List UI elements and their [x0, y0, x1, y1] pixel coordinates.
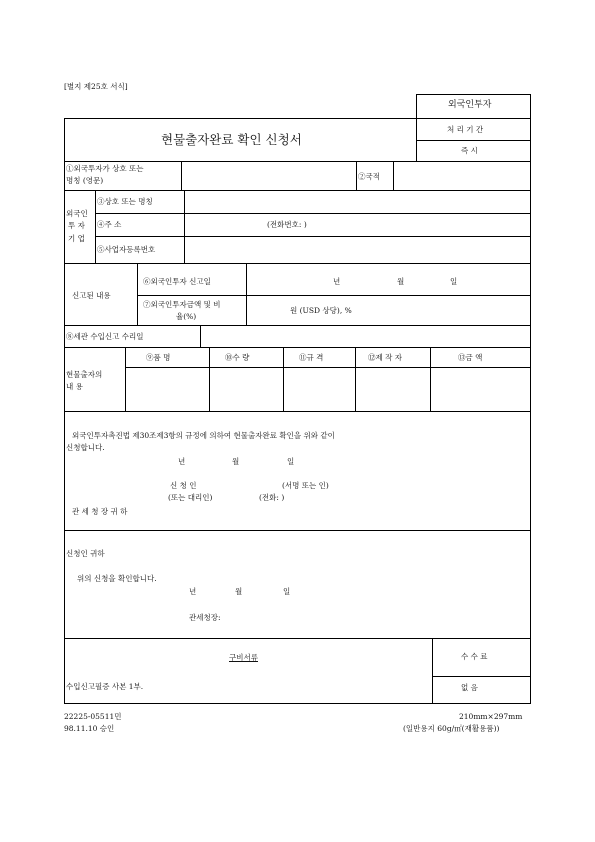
business-reg-label: ⑤사업자등록번호	[97, 245, 156, 254]
customs-recipient: 관 세 청 장 귀 하	[72, 507, 128, 516]
report-date-label: ⑥외국인투자 신고일	[143, 277, 211, 286]
company-group-label: 외국인	[66, 209, 88, 218]
department-box: 외국인투자	[448, 100, 492, 110]
paper-size: 210mm×297mm	[459, 712, 523, 721]
report-group-label: 신고된 내용	[72, 291, 111, 300]
company-group-label-3: 기 업	[68, 234, 85, 243]
header-quantity: ⑩수 량	[225, 353, 250, 362]
paper-type: (일반용지 60g/㎡(재활용품))	[403, 724, 500, 733]
fee-label: 수 수 료	[461, 652, 488, 661]
applicant-label: 신 청 인	[170, 481, 197, 490]
form-number: [별지 제25호 서식]	[64, 82, 128, 91]
report-day: 일	[450, 277, 458, 286]
company-group-label-2: 투 자	[68, 221, 85, 230]
investor-name-label: ①외국투자가 상호 또는	[66, 164, 144, 173]
investor-name-label-2: 명칭 (영문)	[66, 176, 104, 185]
customs-chief: 관세청장:	[189, 613, 221, 622]
report-month: 월	[397, 277, 405, 286]
nationality-label: ②국적	[358, 172, 380, 181]
investment-amount-value: 원 (USD 상당), %	[290, 306, 352, 315]
footer-code: 22225-05511민	[64, 712, 122, 721]
processing-period-label: 처 리 기 간	[447, 125, 484, 134]
phone-label: (전화번호: )	[267, 220, 307, 229]
company-name-label: ③상호 또는 명칭	[97, 197, 153, 206]
footer-approval: 98.11.10 승인	[64, 724, 115, 733]
fee-value: 없 음	[461, 683, 478, 692]
address-label: ④주 소	[97, 220, 122, 229]
investment-amount-label: ⑦외국인투자금액 및 비	[143, 300, 221, 309]
investment-amount-label-2: 율(%)	[176, 312, 197, 321]
required-docs-item: 수입신고필증 사본 1부.	[66, 682, 144, 691]
inkind-group-label-2: 내 용	[66, 382, 83, 391]
report-year: 년	[333, 277, 341, 286]
header-amount: ⑬금 액	[458, 353, 483, 362]
confirm-year: 년	[189, 587, 197, 596]
application-text: 외국인투자촉진법 제30조제3항의 규정에 의하여 현물출자완료 확인을 위와 같이	[72, 431, 335, 440]
confirm-text: 위의 신청을 확인합니다.	[77, 574, 157, 583]
signature-label: (서명 또는 인)	[282, 481, 329, 490]
agent-phone: (전화: )	[259, 493, 285, 502]
confirm-day: 일	[283, 587, 291, 596]
date-month: 월	[232, 457, 240, 466]
header-manufacturer: ⑫제 작 자	[368, 353, 403, 362]
inkind-group-label: 현물출자의	[66, 370, 103, 379]
date-day: 일	[287, 457, 295, 466]
date-year: 년	[178, 457, 186, 466]
agent-label: (또는 대리인)	[168, 493, 213, 502]
customs-date-label: ⑧세관 수입신고 수리일	[66, 332, 144, 341]
required-docs-title: 구비서류	[229, 653, 258, 662]
header-specification: ⑪규 격	[299, 353, 324, 362]
confirm-month: 월	[235, 587, 243, 596]
application-text-2: 신청합니다.	[66, 443, 105, 452]
processing-period-value: 즉 시	[461, 146, 478, 155]
header-item-name: ⑨품 명	[146, 353, 171, 362]
to-applicant: 신청인 귀하	[66, 549, 105, 558]
form-title: 현물출자완료 확인 신청서	[161, 132, 302, 147]
